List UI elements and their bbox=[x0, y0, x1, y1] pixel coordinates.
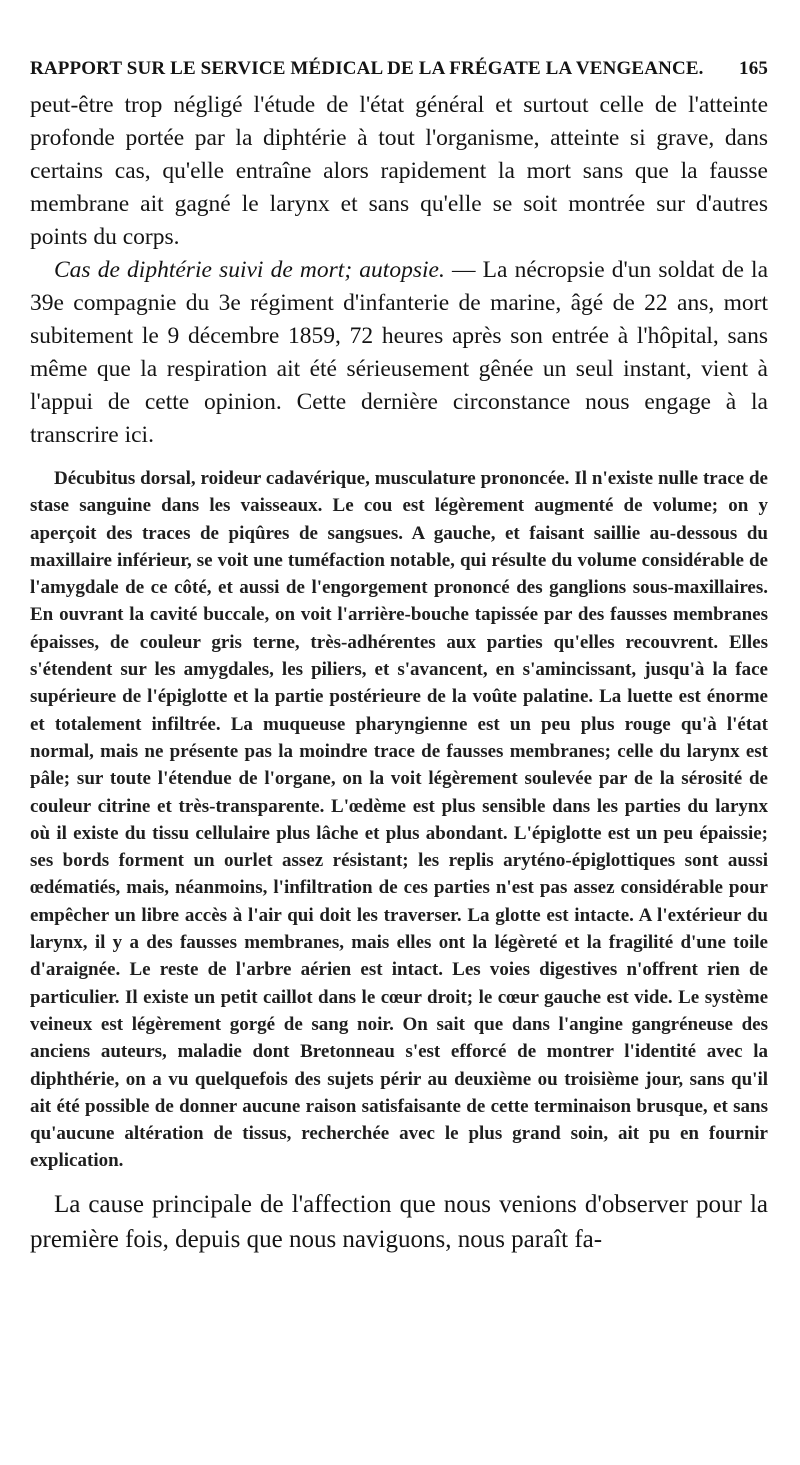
case-paragraph bbox=[30, 254, 768, 452]
document-page bbox=[30, 58, 768, 1257]
case-text: — La nécropsie d'un soldat de la 39e compagnie du 3e régiment d'infanterie de marine, âgé de 22 ans, mort subitement le 9 décembre 1859, 72 heures après son entrée à l'hôpital, sans même que la respiration ait été sérieusement gênée un seul instant, vient à l'appui de cette opinion. Cette dernière circonstance nous engage à la transcrire ici. bbox=[30, 257, 768, 448]
autopsy-report: Décubitus dorsal, roideur cadavérique, musculature prononcée. Il n'existe nulle trace de stase sanguine dans les vaisseaux. Le cou est légèrement augmenté de volume; on y aperçoit des traces de piqûres de sangsues. A gauche, et faisant saillie au-dessous du maxillaire inférieur, se voit une tuméfaction notable, qui résulte du volume considérable de l'amygdale de ce côté, et aussi de l'engorgement prononcé des ganglions sous-maxillaires. En ouvrant la cavité buccale, on voit l'arrière-bouche tapissée par des fausses membranes épaisses, de couleur gris terne, très-adhérentes aux parties qu'elles recouvrent. Elles s'étendent sur les amygdales, les piliers, et s'avancent, en s'amincissant, jusqu'à la face supérieure de l'épiglotte et la partie postérieure de la voûte palatine. La luette est énorme et totalement infiltrée. La muqueuse pharyngienne est un peu plus rouge qu'à l'état normal, mais ne présente pas la moindre trace de fausses membranes; celle du larynx est pâle; sur toute l'étendue de l'organe, on la voit légèrement soulevée par de la sérosité de couleur citrine et très-transparente. L'œdème est plus sensible dans les parties du larynx où il existe du tissu cellulaire plus lâche et plus abondant. L'épiglotte est un peu épaissie; ses bords forment un ourlet assez résistant; les replis aryténo-épiglottiques sont aussi œdématiés, mais, néanmoins, l'infiltration de ces parties n'est pas assez considérable pour empêcher un libre accès à l'air qui doit les traverser. La glotte est intacte. A l'extérieur du larynx, il y a des fausses membranes, mais elles ont la légèreté et la fragilité d'une toile d'araignée. Le reste de l'arbre aérien est intact. Les voies digestives n'offrent rien de particulier. Il existe un petit caillot dans le cœur droit; le cœur gauche est vide. Le système veineux est légèrement gorgé de sang noir. On sait que dans l'angine gangréneuse des anciens auteurs, maladie dont Bretonneau s'est efforcé de montrer l'identité avec la diphthérie, on a vu quelquefois des sujets périr au deuxième ou troisième jour, sans qu'il ait été possible de donner aucune raison satisfaisante de cette terminaison brusque, et sans qu'aucune altération de tissus, recherchée avec le plus grand soin, ait pu en fournir explication. bbox=[30, 468, 768, 1172]
intro-paragraph: peut-être trop négligé l'étude de l'état général et surtout celle de l'atteinte profonde portée par la diphtérie à tout l'organisme, atteinte si grave, dans certains cas, qu'elle entraîne alors rapidement la mort sans que la fausse membrane ait gagné le larynx et sans qu'elle se soit montrée sur d'autres points du corps. bbox=[30, 92, 768, 250]
running-header bbox=[30, 58, 768, 80]
case-title: Cas de diphtérie suivi de mort; autopsie. bbox=[54, 257, 445, 283]
page-number: 165 bbox=[739, 58, 768, 79]
closing-paragraph: La cause principale de l'affection que nous venions d'observer pour la première fois, depuis que nous naviguons, nous paraît fa- bbox=[30, 1190, 768, 1253]
header-title: RAPPORT SUR LE SERVICE MÉDICAL DE LA FRÉGATE LA VENGEANCE. bbox=[30, 58, 704, 79]
